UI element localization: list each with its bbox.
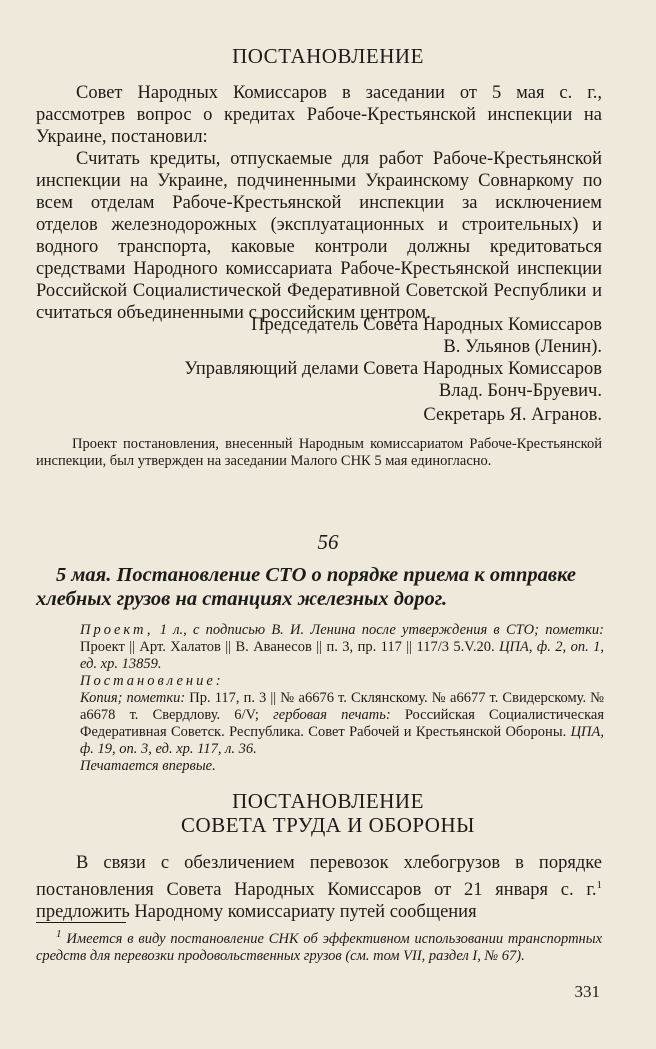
archive-info <box>80 622 604 775</box>
archive-copy-ref: ЦПА, ф. 19, оп. 3, ед. хр. 117, л. 36. <box>80 724 605 757</box>
editorial-note: Проект постановления, внесенный Народным комиссариатом Рабоче-Крестьянской инспекции, был утвержден на заседании Малого СНК 5 мая единогласно. <box>36 436 602 469</box>
resolution-text <box>36 82 602 324</box>
resolution2-title-line2: СОВЕТА ТРУДА И ОБОРОНЫ <box>181 813 475 837</box>
archive-draft-ref: ЦПА, ф. 2, оп. 1, ед. хр. 13859. <box>80 639 604 672</box>
footnote-mark: 1 <box>56 928 62 940</box>
document-number: 56 <box>317 530 339 554</box>
archive-draft-label: Проект, <box>80 622 154 638</box>
resolution-title: ПОСТАНОВЛЕНИЕ <box>232 44 424 68</box>
footnote-text: Имеется в виду постановление СНК об эффективном использовании транспортных средств для перевозки продовольственных грузов (см. том VII, раздел I, № 67). <box>36 930 603 964</box>
resolution2-text-a: В связи с обезличением перевозок хлебогрузов в порядке постановления Совета Народных Комиссаров от 21 января с. г. <box>36 853 602 901</box>
signature-manager-role: Управляющий делами Совета Народных Комиссаров <box>184 359 602 379</box>
archive-resolution-label: Постановление: <box>80 673 224 689</box>
document-heading: 5 мая. Постановление СТО о порядке приема к отправке хлебных грузов на станциях железных дорог. <box>36 564 576 610</box>
resolution2-title-line1: ПОСТАНОВЛЕНИЕ <box>232 789 424 813</box>
resolution2-text <box>36 852 602 923</box>
footnote-divider <box>36 922 126 923</box>
signature-chairman-role: Председатель Совета Народных Комиссаров <box>251 315 602 335</box>
footnote-ref: 1 <box>596 879 602 891</box>
signature-chairman-name: В. Ульянов (Ленин). <box>443 337 602 357</box>
page-number: 331 <box>574 982 600 1001</box>
archive-draft-desc: 1 л., с подписью В. И. Ленина после утверждения в СТО; пометки: <box>159 622 605 638</box>
archive-copy-desc: Копия; пометки: <box>80 690 186 706</box>
archive-draft-marks: Проект || Арт. Халатов || В. Аванесов || п. 3, пр. 117 || 117/3 5.V.20. <box>80 639 495 655</box>
archive-first-print: Печатается впервые. <box>80 758 216 774</box>
resolution2-text-b: предложить Народному комиссариату путей сообщения <box>36 902 477 923</box>
archive-seal-text: Российская Социалистическая Федеративная Советск. Республика. Совет Рабочей и Крестьянской Обороны. <box>80 707 605 740</box>
resolution-intro: Совет Народных Комиссаров в заседании от 5 мая с. г., рассмотрев вопрос о кредитах Рабоче-Крестьянской инспекции на Украине, постановил: <box>36 83 602 147</box>
signature-chairman <box>251 314 602 358</box>
footnote <box>36 926 602 965</box>
signature-manager <box>184 358 602 402</box>
signature-secretary: Секретарь Я. Агранов. <box>423 405 602 425</box>
archive-copy-marks: Пр. 117, п. 3 || № а6676 т. Склянскому. № а6677 т. Свидерскому. № а6678 т. Свердлову. 6/V; <box>80 690 604 723</box>
archive-seal-label: гербовая печать: <box>273 707 391 723</box>
signature-manager-name: Влад. Бонч-Бруевич. <box>438 381 602 401</box>
resolution-body: Считать кредиты, отпускаемые для работ Рабоче-Крестьянской инспекции на Украине, подчиненными Украинскому Совнаркому по всем отделам Рабоче-Крестьянской инспекции за исключением отделов железнодорожных (эксплуатационных и строительных) и водного транспорта, каковые контроли должны кредитоваться средствами Народного комиссариата Рабоче-Крестьянской инспекции Российской Социалистической Федеративной Советской Республики и считаться объединенными с российским центром. <box>36 149 602 323</box>
archive-draft <box>80 622 604 673</box>
archive-copy <box>80 690 604 758</box>
